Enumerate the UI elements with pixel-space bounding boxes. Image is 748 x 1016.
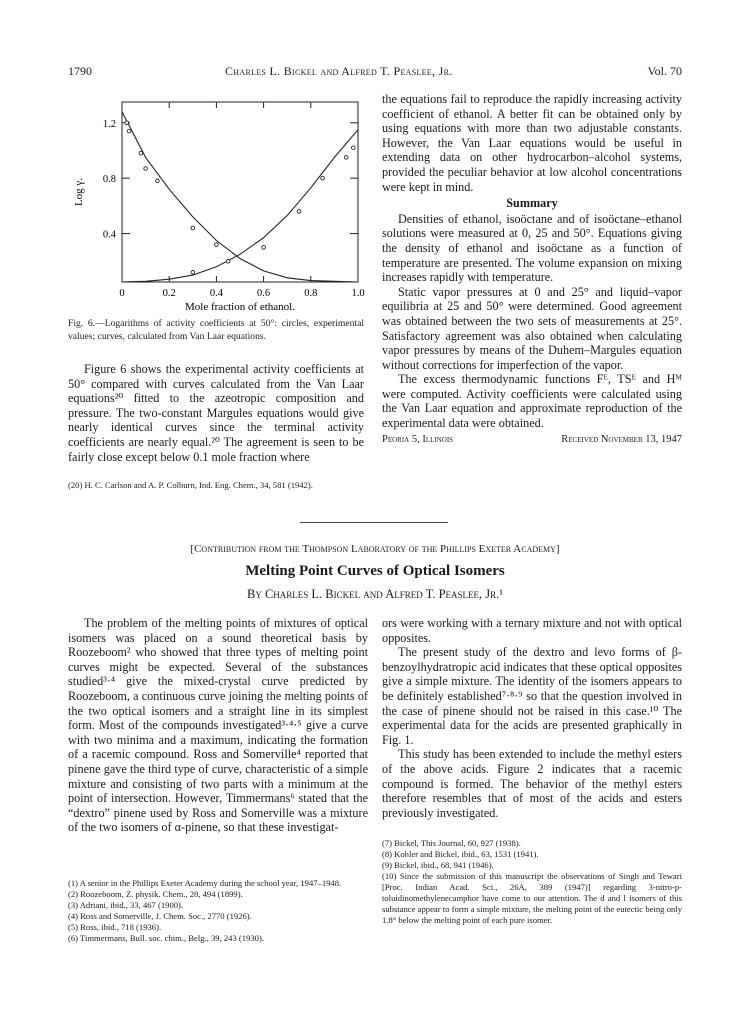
footnote: (3) Adriani, ibid., 33, 467 (1900).	[68, 900, 184, 910]
experimental-point	[191, 226, 195, 230]
intro-paragraph: The problem of the melting points of mixtures of optical isomers was placed on a sound theoretical basis by Roozeboom² who showed that three types of melting point curves might be expected. Several of the substances studied³·⁴ give the mixed-crystal curve predicted by Roozeboom, a continuous curve joining the melting points of the two optical isomers and a straight line in its simplest form. Most of the compounds investigated³·⁴·⁵ give a curve with two minima and a maximum, indicating the formation of a racemic compound. Ross and Somerville⁴ reported that pinene gave the third type of curve, characteristic of a simple mixture and consisting of two parts with a minimum at the point of intersection. However, Timmermans⁶ stated that the “dextro” pinene used by Ross and Somerville was a mixture of the two isomers of α-pinene, so that these investigat-	[68, 616, 368, 835]
experimental-point	[191, 271, 195, 275]
article-right-column	[382, 616, 682, 820]
experimental-point	[262, 246, 266, 250]
plot-frame	[122, 102, 358, 282]
x-axis-label: Mole fraction of ethanol.	[185, 301, 295, 313]
activity-coefficient-chart	[68, 92, 368, 317]
experimental-point	[321, 176, 325, 180]
left-footnotes	[68, 878, 368, 944]
continued-paragraph: the equations fail to reproduce the rapidly increasing activity coefficient of ethanol. A better fit can be obtained only by using equations with more than two adjustable constants. However, the Van Laar equations would be useful in extending data on other hydrocarbon–alcohol systems, provided the peculiar behavior at low alcohol concentrations were kept in mind.	[382, 92, 682, 194]
article-left-column	[68, 616, 368, 835]
footnote: (9) Bickel, ibid., 68, 941 (1946).	[382, 860, 494, 870]
esters-paragraph: This study has been extended to include the methyl esters of the above acids. Figure 2 indicates that a racemic compound is formed. The behavior of the methyl esters therefore resembles that of most of the acids and esters previously investigated.	[382, 747, 682, 820]
study-paragraph: The present study of the dextro and levo forms of β-benzoylhydratropic acid indicates that these optical opposites give a simple mixture. The identity of the isomers appears to be definitely established⁷·⁸·⁹ so that the question involved in the case of pinene should not be raised in this case.¹⁰ The experimental data for the acids are presented graphically in Fig. 1.	[382, 645, 682, 747]
footnote: (7) Bickel, This Journal, 60, 927 (1938).	[382, 838, 521, 848]
experimental-point	[351, 146, 355, 150]
experimental-point	[344, 156, 348, 160]
footnote: (2) Roozeboom, Z. physik. Chem., 28, 494 (1899).	[68, 889, 243, 899]
experimental-point	[144, 167, 148, 171]
x-tick-label: 0.6	[257, 288, 271, 299]
summary-heading: Summary	[506, 196, 558, 211]
footnote: (10) Since the submission of this manuscript the observations of Singh and Tewari [Proc. Indian Acad. Sci., 26A, 389 (1947)] regarding 3-nitro-p-toluidinomethylenecamphor have come to our attention. The d and l isomers of this substance appear to form a simple mixture, the melting point of the eutectic being only 1.8° below the melting point of each pure isomer.	[382, 871, 682, 925]
continued-paragraph: ors were working with a ternary mixture and not with optical opposites.	[382, 616, 682, 645]
article-title: Melting Point Curves of Optical Isomers	[245, 563, 505, 579]
contribution-line: [Contribution from the Thompson Laboratory of the Phillips Exeter Academy]	[190, 543, 560, 555]
experimental-point	[139, 151, 143, 155]
experimental-point	[127, 129, 131, 133]
figure-caption: Fig. 6.—Logarithms of activity coefficients at 50°: circles, experimental values; curves, calculated from Van Laar equations.	[68, 318, 364, 342]
summary-paragraph-1: Densities of ethanol, isoöctane and of isoöctane–ethanol solutions were measured at 0, 25 and 50°. Equations giving the density of ethanol and isoöctane as a function of temperature are presented. The volume expansion on mixing increases rapidly with temperature.	[382, 211, 682, 285]
running-title: Charles L. Bickel and Alfred T. Peaslee, Jr.	[225, 64, 453, 78]
figure-discussion-paragraph: Figure 6 shows the experimental activity coefficients at 50° compared with curves calculated from the Van Laar equations²⁰ fitted to the azeotropic composition and pressure. The two-constant Margules equations would give nearly identical curves since the terminal activity coefficients are nearly equal.²⁰ The agreement is seen to be fairly close except below 0.1 mole fraction where	[68, 362, 364, 464]
x-tick-label: 1.0	[351, 288, 365, 299]
footnote: (6) Timmermans, Bull. soc. chim., Belg., 39, 243 (1930).	[68, 933, 264, 943]
x-tick-label: 0.2	[162, 288, 176, 299]
summary-paragraph-2: Static vapor pressures at 0 and 25° and liquid–vapor equilibria at 25 and 50° were determined. Good agreement was obtained between the two sets of measurements at 25°. Satisfactory agreement was also obtained when calculating vapor pressures by means of the Duhem–Margules equation without corrections for imperfection of the vapor.	[382, 284, 682, 372]
received-date: Received November 13, 1947	[561, 433, 682, 445]
experimental-point	[215, 243, 219, 247]
y-tick-label: 1.2	[102, 118, 116, 130]
x-tick-label: 0.4	[209, 288, 223, 299]
footnote: (4) Ross and Somerville, J. Chem. Soc., 2770 (1926).	[68, 911, 252, 921]
section-divider	[300, 522, 448, 523]
right-footnotes	[382, 838, 682, 926]
footnote: (1) A senior in the Phillips Exeter Academy during the school year, 1947–1948.	[68, 878, 342, 888]
experimental-point	[226, 259, 230, 263]
y-tick-label: 0.4	[102, 229, 116, 241]
x-tick-label: 0	[119, 288, 125, 299]
summary-paragraph-3: The excess thermodynamic functions Fᴱ, TSᴱ and Hᴹ were computed. Activity coefficients were calculated using the Van Laar equation and approximate reproduction of the experimental data were obtained.	[382, 372, 682, 431]
x-tick-label: 0.8	[304, 288, 318, 299]
experimental-point	[297, 210, 301, 214]
page-number: 1790	[68, 64, 92, 78]
volume-label: Vol. 70	[647, 64, 682, 78]
footnote-20: (20) H. C. Carlson and A. P. Colburn, Ind. Eng. Chem., 34, 581 (1942).	[68, 480, 313, 490]
footnote: (8) Kohler and Bickel, ibid., 63, 1531 (1941).	[382, 849, 539, 859]
experimental-point	[125, 121, 129, 125]
van-laar-curve-1	[122, 112, 358, 282]
footnote: (5) Ross, ibid., 718 (1936).	[68, 922, 162, 932]
byline: By Charles L. Bickel and Alfred T. Peaslee, Jr.¹	[246, 587, 504, 601]
van-laar-curve-2	[122, 130, 358, 282]
experimental-point	[156, 179, 160, 183]
author-location: Peoria 5, Illinois	[382, 433, 454, 445]
y-axis-label: Log γ.	[73, 177, 85, 207]
y-tick-label: 0.8	[102, 174, 116, 186]
right-top-column	[382, 92, 682, 447]
left-top-column	[68, 362, 364, 464]
